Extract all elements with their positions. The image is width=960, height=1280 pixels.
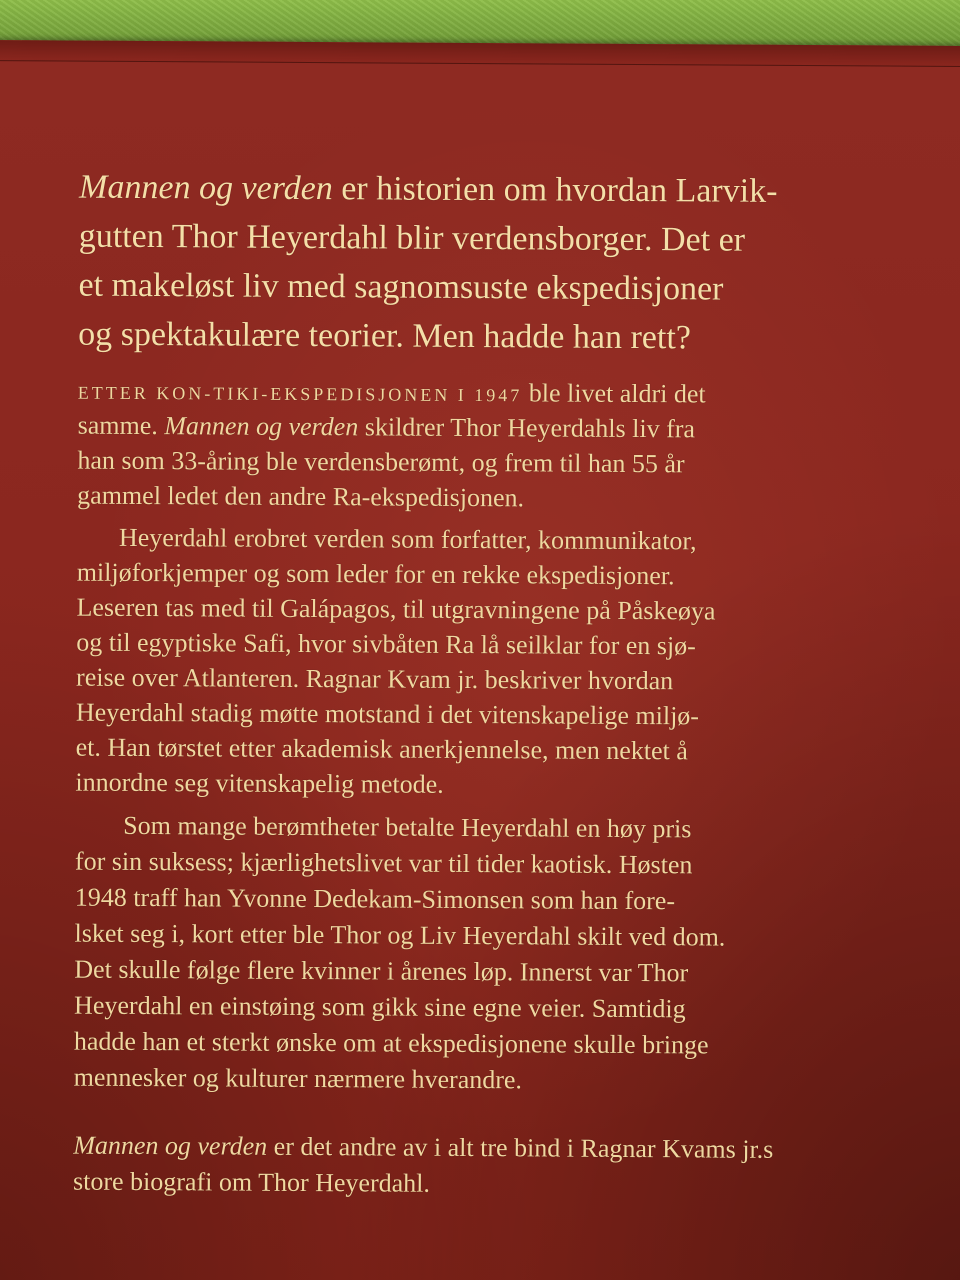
lead-line-4: og spektakulære teorier. Men hadde han rett? [78, 315, 692, 357]
p1-line-1: ETTER KON-TIKI-EKSPEDISJONEN I 1947 ble livet aldri det [77, 378, 706, 409]
p2-line-4: og til egyptiske Safi, hvor sivbåten Ra lå seilklar for en sjø- [76, 627, 696, 661]
lead-line-1: Mannen og verden er historien om hvordan Larvik- [78, 168, 778, 210]
book-title-italic: Mannen og verden [78, 168, 333, 208]
p1-line-4: gammel ledet den andre Ra-ekspedisjonen. [77, 480, 525, 513]
book-back-cover [0, 40, 960, 1280]
book-title-italic: Mannen og verden [73, 1130, 268, 1161]
book-title-italic: Mannen og verden [164, 411, 359, 442]
p2-line-6: Heyerdahl stadig møtte motstand i det vitenskapelige miljø- [75, 697, 700, 731]
lead-line-2: gutten Thor Heyerdahl blir verdensborger. Det er [78, 217, 746, 259]
p3-line-8: mennesker og kulturer nærmere hverandre. [73, 1062, 523, 1095]
p3-line-4: lsket seg i, kort etter ble Thor og Liv Heyerdahl skilt ved dom. [74, 918, 726, 952]
p2-line-1: Heyerdahl erobret verden som forfatter, kommunikator, [118, 522, 697, 556]
p3-line-3: 1948 traff han Yvonne Dedekam-Simonsen som han fore- [74, 882, 676, 916]
footer-line-1: Mannen og verden er det andre av i alt tre bind i Ragnar Kvams jr.s [73, 1130, 774, 1164]
p3-line-5: Det skulle følge flere kvinner i årenes løp. Innerst var Thor [74, 954, 689, 988]
p2-line-8: innordne seg vitenskapelig metode. [75, 767, 444, 799]
p1-line-3: han som 33-åring ble verdensberømt, og frem til han 55 år [77, 445, 685, 479]
p2-line-7: et. Han tørstet etter akademisk anerkjennelse, men nektet å [75, 732, 688, 766]
p3-line-7: hadde han et sterkt ønske om at ekspedisjonene skulle bringe [73, 1026, 709, 1060]
footer-line-2: store biografi om Thor Heyerdahl. [72, 1166, 431, 1198]
p2-line-3: Leseren tas med til Galápagos, til utgravningene på Påskeøya [76, 592, 716, 626]
lead-line-3: et makeløst liv med sagnomsuste ekspedisjoner [78, 266, 724, 308]
p3-line-2: for sin suksess; kjærlighetslivet var til tider kaotisk. Høsten [74, 846, 693, 880]
p1-line-2: samme. Mannen og verden skildrer Thor Heyerdahls liv fra [77, 410, 696, 444]
p2-line-2: miljøforkjemper og som leder for en rekke ekspedisjoner. [76, 557, 675, 591]
p3-line-6: Heyerdahl en einstøing som gikk sine egne veier. Samtidig [74, 990, 686, 1024]
p3-line-1: Som mange berømtheter betalte Heyerdahl en høy pris [123, 810, 692, 844]
p2-line-5: reise over Atlanteren. Ragnar Kvam jr. beskriver hvordan [76, 662, 674, 696]
